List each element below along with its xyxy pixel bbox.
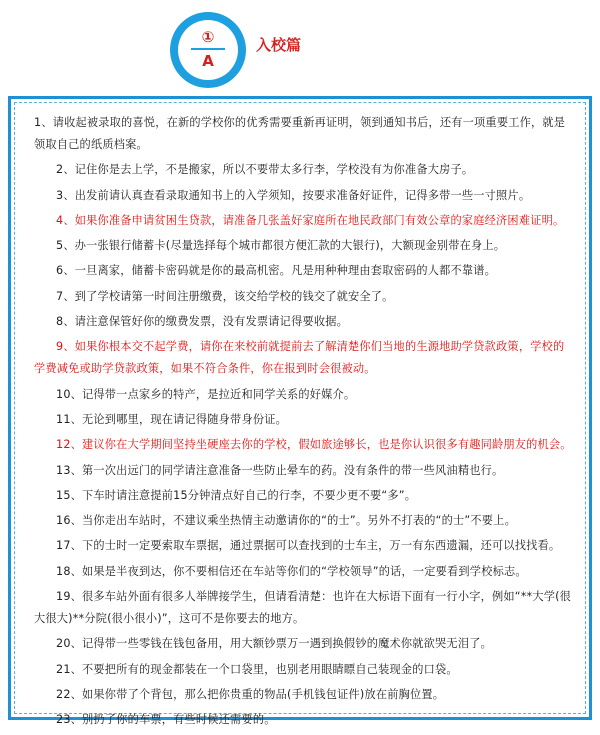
list-item: 16、当你走出车站时，不建议乘坐热情主动邀请你的“的士”。另外不打表的“的士”不要上。: [56, 514, 516, 528]
badge-inner-circle: [178, 20, 238, 80]
list-item: 13、第一次出远门的同学请注意准备一些防止晕车的药。没有条件的带一些风油精也行。: [56, 463, 504, 477]
list-item: 6、一旦离家，储蓄卡密码就是你的最高机密。凡是用种种理由套取密码的人都不靠谱。: [56, 264, 497, 278]
list-item: 2、记住你是去上学，不是搬家，所以不要带太多行李，学校没有为你准备大房子。: [56, 163, 474, 177]
list-item: 19、很多车站外面有很多人举牌接学生，但请看清楚：也许在大标语下面有一行小字，例如“**大学(很大很大)**分院(很小很小)”，这可不是你要去的地方。: [34, 590, 572, 626]
list-item: 7、到了学校请第一时间注册缴费，该交给学校的钱交了就安全了。: [56, 289, 394, 303]
list-item: 8、请注意保管好你的缴费发票，没有发票请记得要收据。: [56, 315, 349, 329]
list-item: 4、如果你准备申请贫困生贷款，请准备几张盖好家庭所在地民政部门有效公章的家庭经济困难证明。: [56, 213, 565, 227]
list-item: 22、如果你带了个背包，那么把你贵重的物品(手机钱包证件)放在前胸位置。: [56, 687, 445, 701]
list-item: 15、下车时请注意提前15分钟清点好自己的行李，不要少更不要“多”。: [56, 488, 417, 502]
tips-list: [34, 112, 572, 735]
section-badge: [170, 12, 246, 88]
list-item: 11、无论到哪里，现在请记得随身带身份证。: [56, 412, 287, 426]
list-item: 12、建议你在大学期间坚持坐硬座去你的学校，假如旅途够长，也是你认识很多有趣同龄朋友的机会。: [56, 438, 572, 452]
badge-letter: A: [202, 52, 214, 70]
list-item: 10、记得带一点家乡的特产，是拉近和同学关系的好媒介。: [56, 387, 356, 401]
badge-divider: [191, 48, 225, 50]
list-item: 17、下的士时一定要索取车票据，通过票据可以查找到的士车主，万一有东西遗漏，还可以找找看。: [56, 539, 561, 553]
list-item: 23、别扔了你的车票，有些时候还需要的。: [56, 713, 276, 727]
list-item: 1、请收起被录取的喜悦，在新的学校你的优秀需要重新再证明，领到通知书后，还有一项重要工作，就是领取自己的纸质档案。: [34, 116, 566, 151]
list-item: 18、如果是半夜到达，你不要相信还在车站等你们的“学校领导”的话，一定要看到学校标志。: [56, 564, 527, 578]
section-header: [0, 0, 600, 90]
list-item: 20、记得带一些零钱在钱包备用，用大额钞票万一遇到换假钞的魔术你就欲哭无泪了。: [56, 637, 492, 651]
section-title: 入校篇: [256, 36, 302, 54]
list-item: 5、办一张银行储蓄卡(尽量选择每个城市都很方便汇款的大银行)，大额现金别带在身上。: [56, 239, 506, 253]
list-item: 9、如果你根本交不起学费，请你在来校前就提前去了解清楚你们当地的生源地助学贷款政策，学校的学费减免或助学贷款政策，如果不符合条件，你在报到时会很被动。: [34, 340, 565, 376]
badge-number: ①: [201, 28, 215, 46]
list-item: 21、不要把所有的现金都装在一个口袋里，也别老用眼睛瞟自己装现金的口袋。: [56, 662, 458, 676]
list-item: 3、出发前请认真查看录取通知书上的入学须知，按要求准备好证件，记得多带一些一寸照片。: [56, 188, 531, 202]
